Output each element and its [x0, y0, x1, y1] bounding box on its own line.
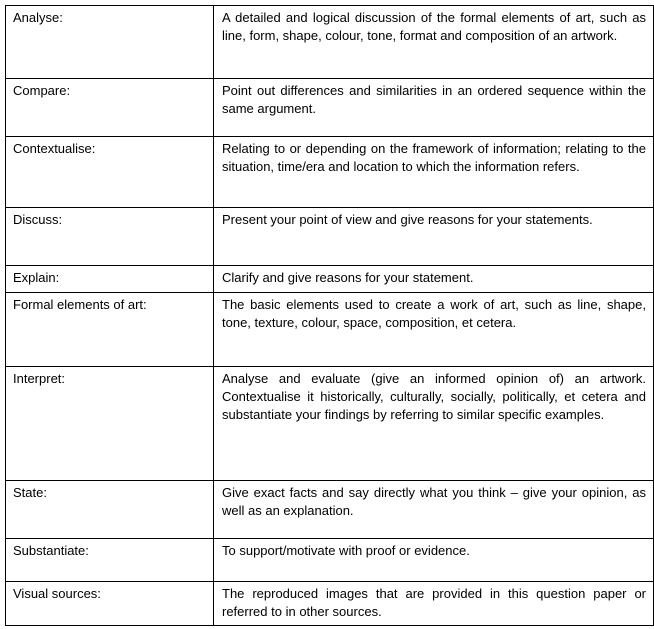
term-formal-elements: Formal elements of art: — [6, 293, 214, 367]
table-row — [6, 367, 654, 481]
table-row — [6, 539, 654, 582]
definition-discuss: Present your point of view and give reasons for your statements. — [214, 208, 654, 266]
term-explain: Explain: — [6, 266, 214, 293]
glossary-table — [5, 5, 654, 626]
term-analyse: Analyse: — [6, 6, 214, 79]
definition-state: Give exact facts and say directly what you think – give your opinion, as well as an explanation. — [214, 481, 654, 539]
definition-compare: Point out differences and similarities in an ordered sequence within the same argument. — [214, 79, 654, 137]
definition-explain: Clarify and give reasons for your statement. — [214, 266, 654, 293]
table-row — [6, 208, 654, 266]
term-contextualise: Contextualise: — [6, 137, 214, 208]
definition-formal-elements: The basic elements used to create a work of art, such as line, shape, tone, texture, colour, space, composition, et cetera. — [214, 293, 654, 367]
table-row — [6, 582, 654, 626]
definition-contextualise: Relating to or depending on the framework of information; relating to the situation, time/era and location to which the information refers. — [214, 137, 654, 208]
table-row — [6, 137, 654, 208]
definition-analyse: A detailed and logical discussion of the formal elements of art, such as line, form, shape, colour, tone, format and composition of an artwork. — [214, 6, 654, 79]
term-state: State: — [6, 481, 214, 539]
definition-visual-sources: The reproduced images that are provided in this question paper or referred to in other sources. — [214, 582, 654, 626]
definition-interpret: Analyse and evaluate (give an informed opinion of) an artwork. Contextualise it historically, culturally, socially, politically, et cetera and substantiate your findings by referring to similar specific examples. — [214, 367, 654, 481]
term-visual-sources: Visual sources: — [6, 582, 214, 626]
table-row — [6, 6, 654, 79]
term-interpret: Interpret: — [6, 367, 214, 481]
term-compare: Compare: — [6, 79, 214, 137]
term-substantiate: Substantiate: — [6, 539, 214, 582]
table-row — [6, 79, 654, 137]
term-discuss: Discuss: — [6, 208, 214, 266]
table-row — [6, 293, 654, 367]
definition-substantiate: To support/motivate with proof or evidence. — [214, 539, 654, 582]
table-row — [6, 266, 654, 293]
table-row — [6, 481, 654, 539]
